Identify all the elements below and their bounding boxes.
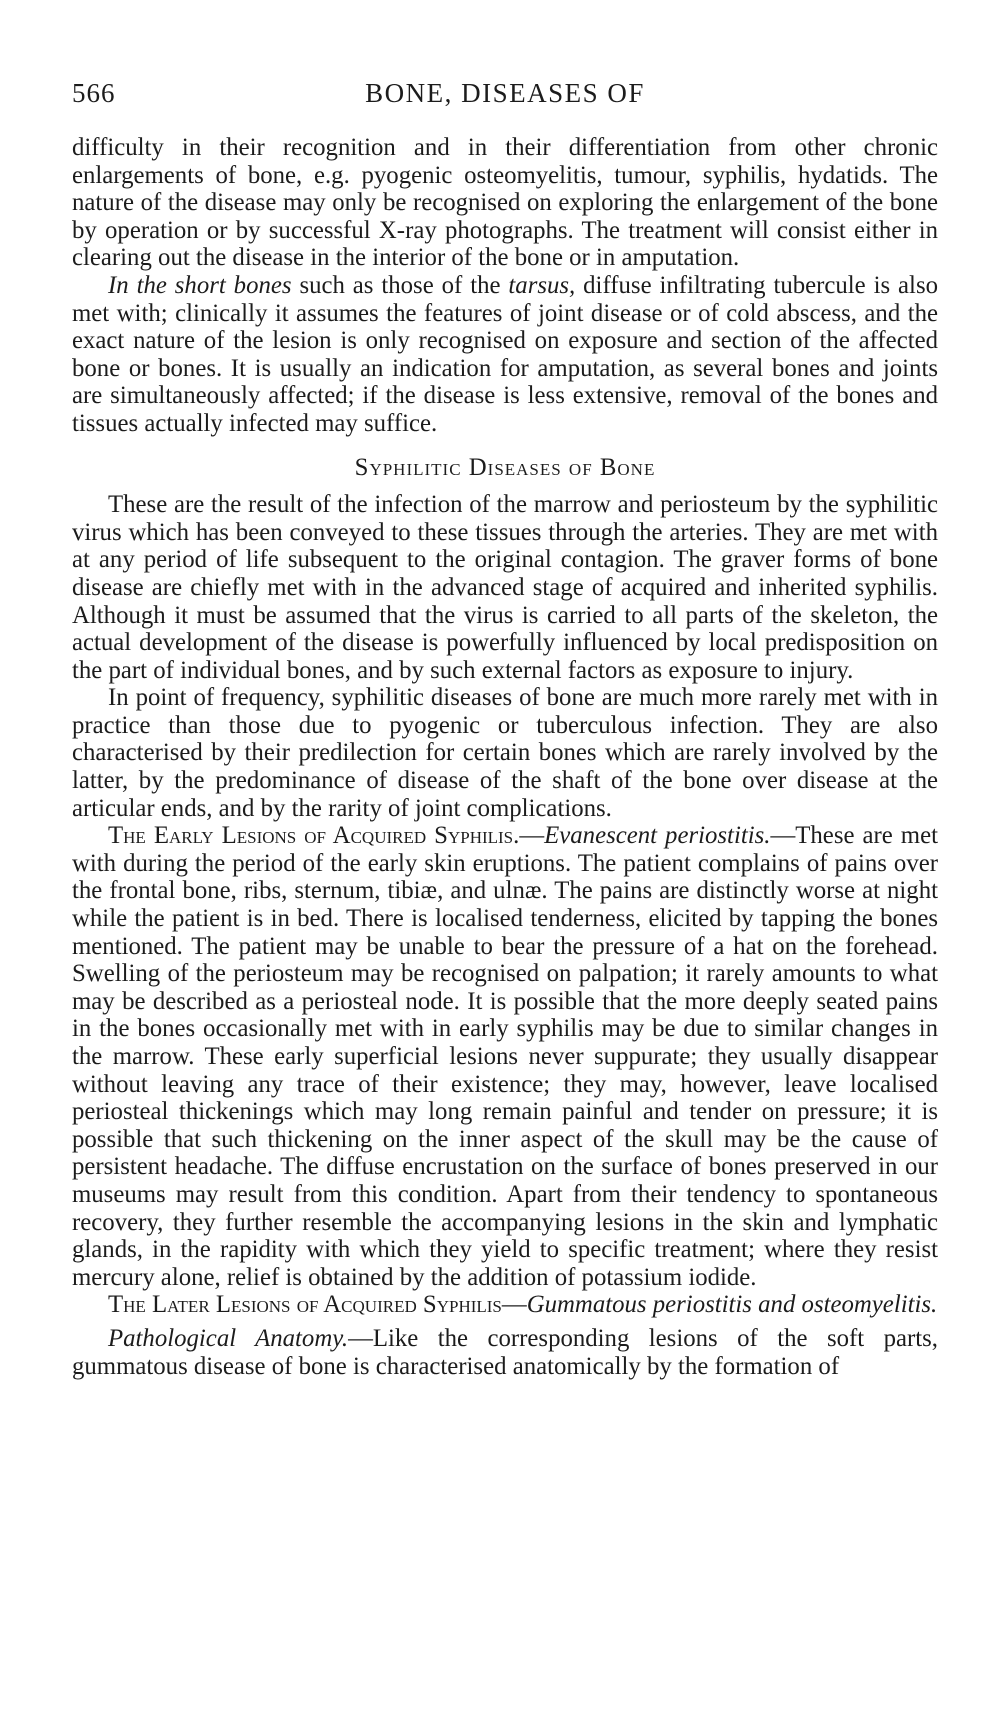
italic-lead: Pathological Anatomy. — [108, 1324, 349, 1352]
italic-subheading: Gummatous periostitis and osteomyelitis. — [526, 1291, 938, 1319]
italic-subheading: Evanescent periostitis. — [544, 822, 771, 850]
page-number: 566 — [72, 78, 116, 108]
running-header — [72, 78, 938, 118]
paragraph-syphilitic-intro: These are the result of the infection of the marrow and periosteum by the syphilitic virus which has been conveyed to these tissues through the arteries. They are met with at any period of life subsequent to the original contagion. The graver forms of bone disease are chiefly met with in the advanced stage of acquired and inherited syphilis. Although it must be assumed that the virus is carried to all parts of the skeleton, the actual development of the disease is powerfully influenced by local predisposition on the part of individual bones, and by such external factors as exposure to injury. — [72, 491, 938, 684]
paragraph-text: such as those of the — [291, 271, 509, 299]
paragraph-text: —Like the corresponding lesions of the soft parts, gummatous disease of bone is characterised anatomically by the formation of — [72, 1324, 938, 1380]
subsection-heading: The Early Lesions of Acquired Syphilis. — [108, 822, 520, 850]
running-title: BONE, DISEASES OF — [365, 78, 645, 108]
body-text — [72, 134, 938, 1380]
paragraph-frequency: In point of frequency, syphilitic diseases of bone are much more rarely met with in practice than those due to pyogenic or tuberculous infection. They are also characterised by their predilection for certain bones which are rarely involved by the latter, by the predominance of disease of the shaft of the bone over disease at the articular ends, and by the rarity of joint complications. — [72, 684, 938, 822]
document-page — [72, 78, 938, 1380]
italic-lead: In the short bones — [108, 271, 292, 299]
paragraph-pathological-anatomy — [72, 1325, 938, 1380]
section-heading: Syphilitic Diseases of Bone — [354, 453, 656, 481]
dash: — — [501, 1291, 527, 1319]
paragraph-early-lesions — [72, 822, 938, 1291]
paragraph-short-bones — [72, 272, 938, 438]
paragraph-continuation: difficulty in their recognition and in their differentiation from other chronic enlargements of bone, e.g. pyogenic osteomyelitis, tumour, syphilis, hydatids. The nature of the disease may only be recognised on exploring the enlargement of the bone by operation or by successful X-ray photographs. The treatment will consist either in clearing out the disease in the interior of the bone or in amputation. — [72, 134, 938, 272]
paragraph-text: diffuse infiltrating tubercule is also met with; clinically it assumes the features of joint disease or of cold abscess, and the exact nature of the lesion is only recognised on exposure and section of the affected bone or bones. It is usually an indication for amputation, as several bones and joints are simultaneously affected; if the disease is less extensive, removal of the bones and tissues actually infected may suffice. — [72, 271, 938, 437]
paragraph-later-lesions — [72, 1291, 938, 1319]
dash: — — [770, 822, 796, 850]
subsection-heading: The Later Lesions of Acquired Syphilis — [108, 1291, 502, 1319]
dash: — — [519, 822, 545, 850]
paragraph-text: These are met with during the period of the early skin eruptions. The patient complains of pains over the frontal bone, ribs, sternum, tibiæ, and ulnæ. The pains are distinctly worse at night while the patient is in bed. There is localised tenderness, elicited by tapping the bones mentioned. The patient may be unable to bear the pressure of a hat on the forehead. Swelling of the periosteum may be recognised on palpation; it rarely amounts to what may be described as a periosteal node. It is possible that the more deeply seated pains in the bones occasionally met with in early syphilis may be due to similar changes in the marrow. These early superficial lesions never suppurate; they usually disappear without leaving any trace of their existence; they may, however, leave localised periosteal thickenings which may long remain painful and tender on pressure; it is possible that such thickening on the inner aspect of the skull may be the cause of persistent headache. The diffuse encrustation on the surface of bones preserved in our museums may result from this condition. Apart from their tendency to spontaneous recovery, they further resemble the accompanying lesions in the skin and lymphatic glands, in the rapidity with which they yield to specific treatment; where they resist mercury alone, relief is obtained by the addition of potassium iodide. — [72, 822, 938, 1291]
italic-term: tarsus, — [508, 271, 576, 299]
